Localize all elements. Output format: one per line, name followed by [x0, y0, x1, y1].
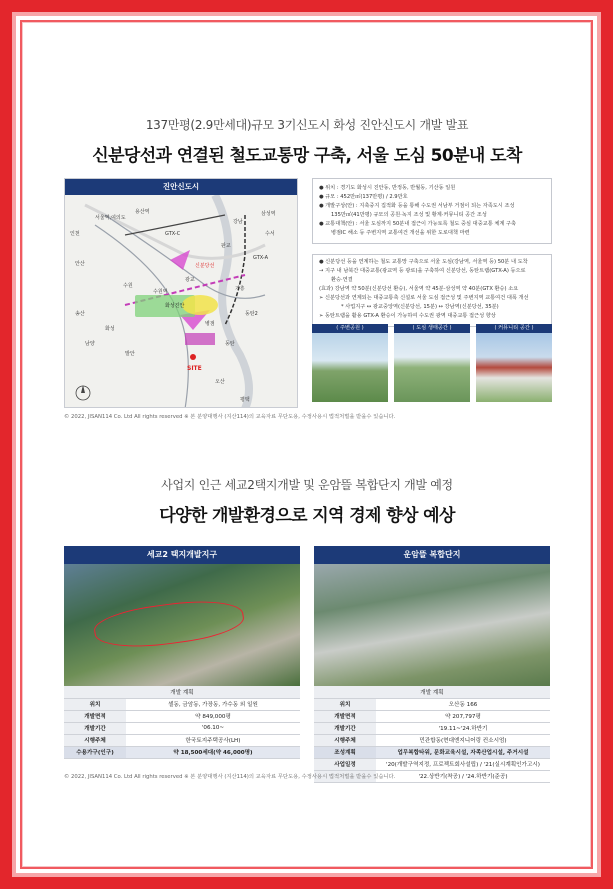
map-label-seoul: 서울역,여의도	[95, 215, 126, 221]
info-line: 환승·연결	[331, 277, 353, 283]
map-title: 진안신도시	[65, 179, 297, 195]
info-line: ● 개발구상(안) : 지축중지 집적화 등을 통해 수도권 서남부 거점이 되는 자족도시 조성	[319, 203, 515, 209]
map-label-songsan: 송산	[75, 311, 85, 317]
map-label-pyeongtaek: 평택	[240, 397, 250, 403]
info-line: * 사업지구 ↔ 광교중앙역(신분당선, 15분) ↔ 강남역(신분당선, 35분)	[341, 304, 499, 310]
photo-eco	[394, 324, 470, 404]
photo-park	[312, 324, 388, 404]
map-label-osan: 오산	[215, 379, 225, 385]
aerial-photo	[64, 564, 300, 686]
dev-panel-segyo	[64, 546, 300, 759]
table-header: 개발 계획	[64, 686, 300, 698]
info-line: → 지구 내 남북간 대중교통(광교역 등 광로)을 구축하여 신분당선, 동탄트램(GTX-A) 등으로	[319, 268, 526, 274]
photo-caption: ( 주변공원 )	[312, 324, 388, 333]
photo-caption: ( 도심 생태공간 )	[394, 324, 470, 333]
section1-subtitle: 137만평(2.9만세대)규모 3기신도시 화성 진안신도시 개발 발표	[145, 118, 469, 132]
info-line: 135만㎡(41만평) 규모의 공원·녹지 조성 및 황계·커뮤니티 공간 조성	[331, 212, 487, 218]
table-row: 개발면적 약 207,797평	[314, 710, 550, 722]
map-label-suwon-station: 수원역	[153, 289, 168, 295]
section1-heading	[60, 116, 554, 166]
map-label-pangyo: 판교	[221, 243, 231, 249]
map-label-gwanggyo: 광교	[185, 277, 195, 283]
transit-info-box	[312, 254, 552, 327]
map-label-jinan: 화성진안	[165, 303, 185, 309]
photo-community	[476, 324, 552, 404]
map-label-gtx-a: GTX-A	[253, 255, 269, 261]
map-label-dongtan2: 동탄2	[245, 311, 258, 317]
rendering-photo	[314, 564, 550, 686]
info-line: 병점IC 해소 등 주변지역 교통여건 개선을 위한 도로대책 마련	[331, 230, 470, 236]
map-label-incheon: 인천	[70, 231, 80, 237]
info-line: ➢ 동탄트램을 활용 GTX-A 환승이 가능하여 수도권 광역 대중교통 접근성 향상	[319, 313, 496, 319]
info-line: ● 규모 : 452만㎡(137만평) / 2.9만호	[319, 194, 408, 200]
photo-row	[312, 324, 552, 404]
map-label-sinbundang: 신분당선	[195, 263, 215, 269]
section2-subtitle: 사업지 인근 세교2택지개발 및 운암뜰 복합단지 개발 예정	[161, 478, 453, 492]
section1-headline: 신분당선과 연결된 철도교통망 구축, 서울 도심 50분내 도착	[92, 146, 522, 166]
table-row: 개발기간 '19.11~'24.하반기	[314, 722, 550, 734]
table-row: 위치 셀동, 금암동, 가장동, 가수동 외 일원	[64, 698, 300, 710]
dev-table	[64, 686, 300, 759]
dev-title: 운암뜰 복합단지	[314, 546, 550, 564]
map-label-suwon: 수원	[123, 283, 133, 289]
info-line: ● 위치 : 경기도 화성시 진안동, 반정동, 반월동, 기산동 일원	[319, 185, 456, 191]
dev-table	[314, 686, 550, 783]
table-row: 위치 오산동 166	[314, 698, 550, 710]
map-label-ansan: 안산	[75, 261, 85, 267]
map-label-namyang: 남양	[85, 341, 95, 347]
table-row: 시행주체 민관합동(현대엔지니어링 컨소시엄)	[314, 734, 550, 746]
map-label-balan: 발안	[125, 351, 135, 357]
map-label-gtx-c: GTX-C	[165, 231, 181, 237]
map-label-yongsan: 용산역	[135, 209, 150, 215]
info-box	[312, 178, 552, 244]
dev-panel-unam	[314, 546, 550, 783]
table-row: '22.상반기(착공) / '24.하반기(준공)	[314, 770, 550, 782]
map-label-site: SITE	[187, 365, 202, 372]
info-line: ● 신분당선 등을 연계하는 철도 교통망 구축으로 서울 도심(강남역, 서울역 등) 50분 내 도착	[319, 259, 528, 265]
map-label-dongtan: 동탄	[225, 341, 235, 347]
map-label-suseo: 수서	[265, 231, 275, 237]
table-header: 개발 계획	[314, 686, 550, 698]
table-row: 조성계획 업무복합타워, 문화교육시설, 자족산업시설, 주거시설	[314, 746, 550, 758]
map-label-byeongjeom: 병점	[205, 321, 215, 327]
dev-title: 세교2 택지개발지구	[64, 546, 300, 564]
info-line: ➢ 신분당선과 연계되는 대중교통축 신설로 서울 도심 접근성 및 주변지역 교통여건 대폭 개선	[319, 295, 529, 301]
map-panel	[64, 178, 298, 408]
info-line: (효과) 강남역 약 50분(신분당선 환승), 서울역 약 45분·삼성역 약 40분(GTX 환승) 소요	[319, 286, 519, 292]
copyright-1: © 2022, JISAN114 Co. Ltd All rights reserved ※ 본 분양대행사 (지산114)의 교육자료 무단도용, 수정사용시 법적처벌을 받을수 있습니다.	[64, 414, 396, 420]
section2-heading	[60, 476, 554, 526]
map-label-hwaseong: 화성	[105, 326, 115, 332]
table-row: 사업일정 '20(개발구역지정, 프로젝트회사설립) / '21(실시계획인가고시)	[314, 758, 550, 770]
section2-headline: 다양한 개발환경으로 지역 경제 향상 예상	[159, 506, 455, 526]
transit-map	[65, 195, 298, 408]
table-row: 개발기간 '06.10~	[64, 722, 300, 734]
copyright-2: © 2022, JISAN114 Co. Ltd All rights reserved ※ 본 분양대행사 (지산114)의 교육자료 무단도용, 수정사용시 법적처벌을 받을수 있습니다.	[64, 774, 396, 780]
map-label-gangnam: 강남	[233, 219, 243, 225]
map-label-samseong: 삼성역	[261, 211, 276, 217]
table-row: 시행주체 한국토지주택공사(LH)	[64, 734, 300, 746]
table-row: 수용가구(인구) 약 18,500세대(약 46,000명)	[64, 746, 300, 758]
table-row: 개발면적 약 849,000평	[64, 710, 300, 722]
photo-caption: ( 커뮤니티 공간 )	[476, 324, 552, 333]
info-line: ● 교통대책(안) : 서울 도심까지 50분내 접근이 가능토록 철도 중심 대중교통 체계 구축	[319, 221, 517, 227]
map-label-giheung: 기흥	[235, 286, 245, 292]
